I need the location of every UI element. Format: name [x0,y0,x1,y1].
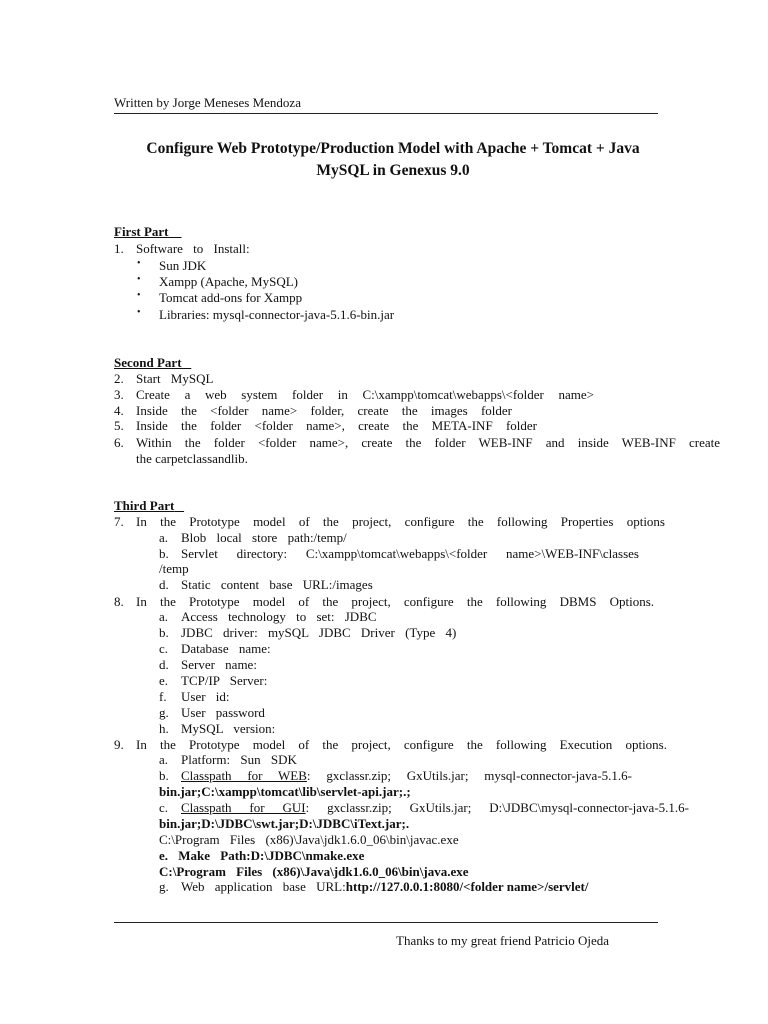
classpath-web-continuation: bin.jar;C:\xampp\tomcat\lib\servlet-api.jar;.; [159,784,411,799]
footer-thanks: Thanks to my great friend Patricio Ojeda [396,933,609,948]
sub-item-text: MySQL version: [181,721,276,736]
item-4-text: Inside the <folder name> folder, create the images folder [136,403,512,418]
sub-item-letter: a. [159,530,169,545]
sub-item-letter: d. [159,577,169,592]
sub-item-letter: f. [159,689,167,704]
item-6-text: Within the folder <folder name>, create the folder WEB-INF and inside WEB-INF create [136,435,720,450]
item-3-text: Create a web system folder in C:\xampp\tomcat\webapps\<folder name> [136,387,594,402]
sub-item-text: User password [181,705,265,720]
web-app-url: http://127.0.0.1:8080/<folder name>/servlet/ [345,879,589,894]
item-7-text: In the Prototype model of the project, configure the following Properties options [136,514,665,529]
document-title-line-1: Configure Web Prototype/Production Model with Apache + Tomcat + Java [146,140,640,157]
item-8-number: 8. [114,594,124,609]
sub-item-letter: e. [159,673,169,688]
item-8-text: In the Prototype model of the project, configure the following DBMS Options. [136,594,654,609]
item-1-text: Software to Install: [136,241,250,256]
classpath-gui-label: Classpath for GUI [181,800,306,815]
bullet-icon: • [137,307,141,318]
sub-item-text: JDBC driver: mySQL JDBC Driver (Type 4) [181,625,457,640]
sub-item-letter: b. [159,625,169,640]
bullet-item: Tomcat add-ons for Xampp [159,290,303,305]
section-heading-third-part: Third Part [114,498,175,513]
section-heading-first-part: First Part [114,224,169,239]
item-5-number: 5. [114,418,124,433]
item-6-continuation: the carpetclassandlib. [136,451,248,466]
item-3-number: 3. [114,387,124,402]
sub-item-text: Access technology to set: JDBC [181,609,377,624]
sub-item-text: Database name: [181,641,271,656]
sub-item-text: Platform: Sun SDK [181,752,297,767]
bullet-item: Libraries: mysql-connector-java-5.1.6-bin.jar [159,307,395,322]
item-9-text: In the Prototype model of the project, configure the following Execution options. [136,737,667,752]
sub-item-text: Server name: [181,657,257,672]
java-path: C:\Program Files (x86)\Java\jdk1.6.0_06\bin\java.exe [159,864,469,879]
section-heading-second-part: Second Part [114,355,182,370]
item-6-number: 6. [114,435,124,450]
document-title-line-2: MySQL in Genexus 9.0 [316,162,470,179]
sub-item-letter: b. [159,768,169,783]
bullet-icon: • [137,258,141,269]
header-rule [114,113,658,114]
classpath-web-line: Classpath for WEB: gxclassr.zip; GxUtils.jar; mysql-connector-java-5.1.6- [181,768,632,783]
bullet-icon: • [137,274,141,285]
item-2-number: 2. [114,371,124,386]
item-4-number: 4. [114,403,124,418]
classpath-gui-continuation: bin.jar;D:\JDBC\swt.jar;D:\JDBC\iText.jar;. [159,816,410,831]
author-line: Written by Jorge Meneses Mendoza [114,95,301,110]
sub-item-letter: g. [159,705,169,720]
sub-item-letter: a. [159,609,169,624]
sub-item-letter: c. [159,800,169,815]
sub-item-text: Servlet directory: C:\xampp\tomcat\webapps\<folder name>\WEB-INF\classes [181,546,639,561]
sub-item-letter: g. [159,879,169,894]
sub-item-continuation: /temp [159,561,189,576]
sub-item-text: TCP/IP Server: [181,673,268,688]
bullet-item: Sun JDK [159,258,207,273]
item-2-text: Start MySQL [136,371,214,386]
sub-item-letter: d. [159,657,169,672]
sub-item-text: Blob local store path:/temp/ [181,530,347,545]
sub-item-letter: b. [159,546,169,561]
web-app-base-url-line: Web application base URL:http://127.0.0.1:8080/<folder name>/servlet/ [181,879,589,894]
bullet-item: Xampp (Apache, MySQL) [159,274,298,289]
sub-item-letter: a. [159,752,169,767]
sub-item-text: User id: [181,689,230,704]
item-9-number: 9. [114,737,124,752]
sub-item-text: Static content base URL:/images [181,577,373,592]
javac-path: C:\Program Files (x86)\Java\jdk1.6.0_06\bin\javac.exe [159,832,459,847]
item-7-number: 7. [114,514,124,529]
make-path: e. Make Path:D:\JDBC\nmake.exe [159,848,365,863]
sub-item-letter: h. [159,721,169,736]
sub-item-letter: c. [159,641,169,656]
item-1-number: 1. [114,241,124,256]
footer-rule [114,922,658,923]
classpath-gui-line: Classpath for GUI: gxclassr.zip; GxUtils.jar; D:\JDBC\mysql-connector-java-5.1.6- [181,800,689,815]
classpath-web-label: Classpath for WEB [181,768,307,783]
bullet-icon: • [137,290,141,301]
item-5-text: Inside the folder <folder name>, create the META-INF folder [136,418,537,433]
